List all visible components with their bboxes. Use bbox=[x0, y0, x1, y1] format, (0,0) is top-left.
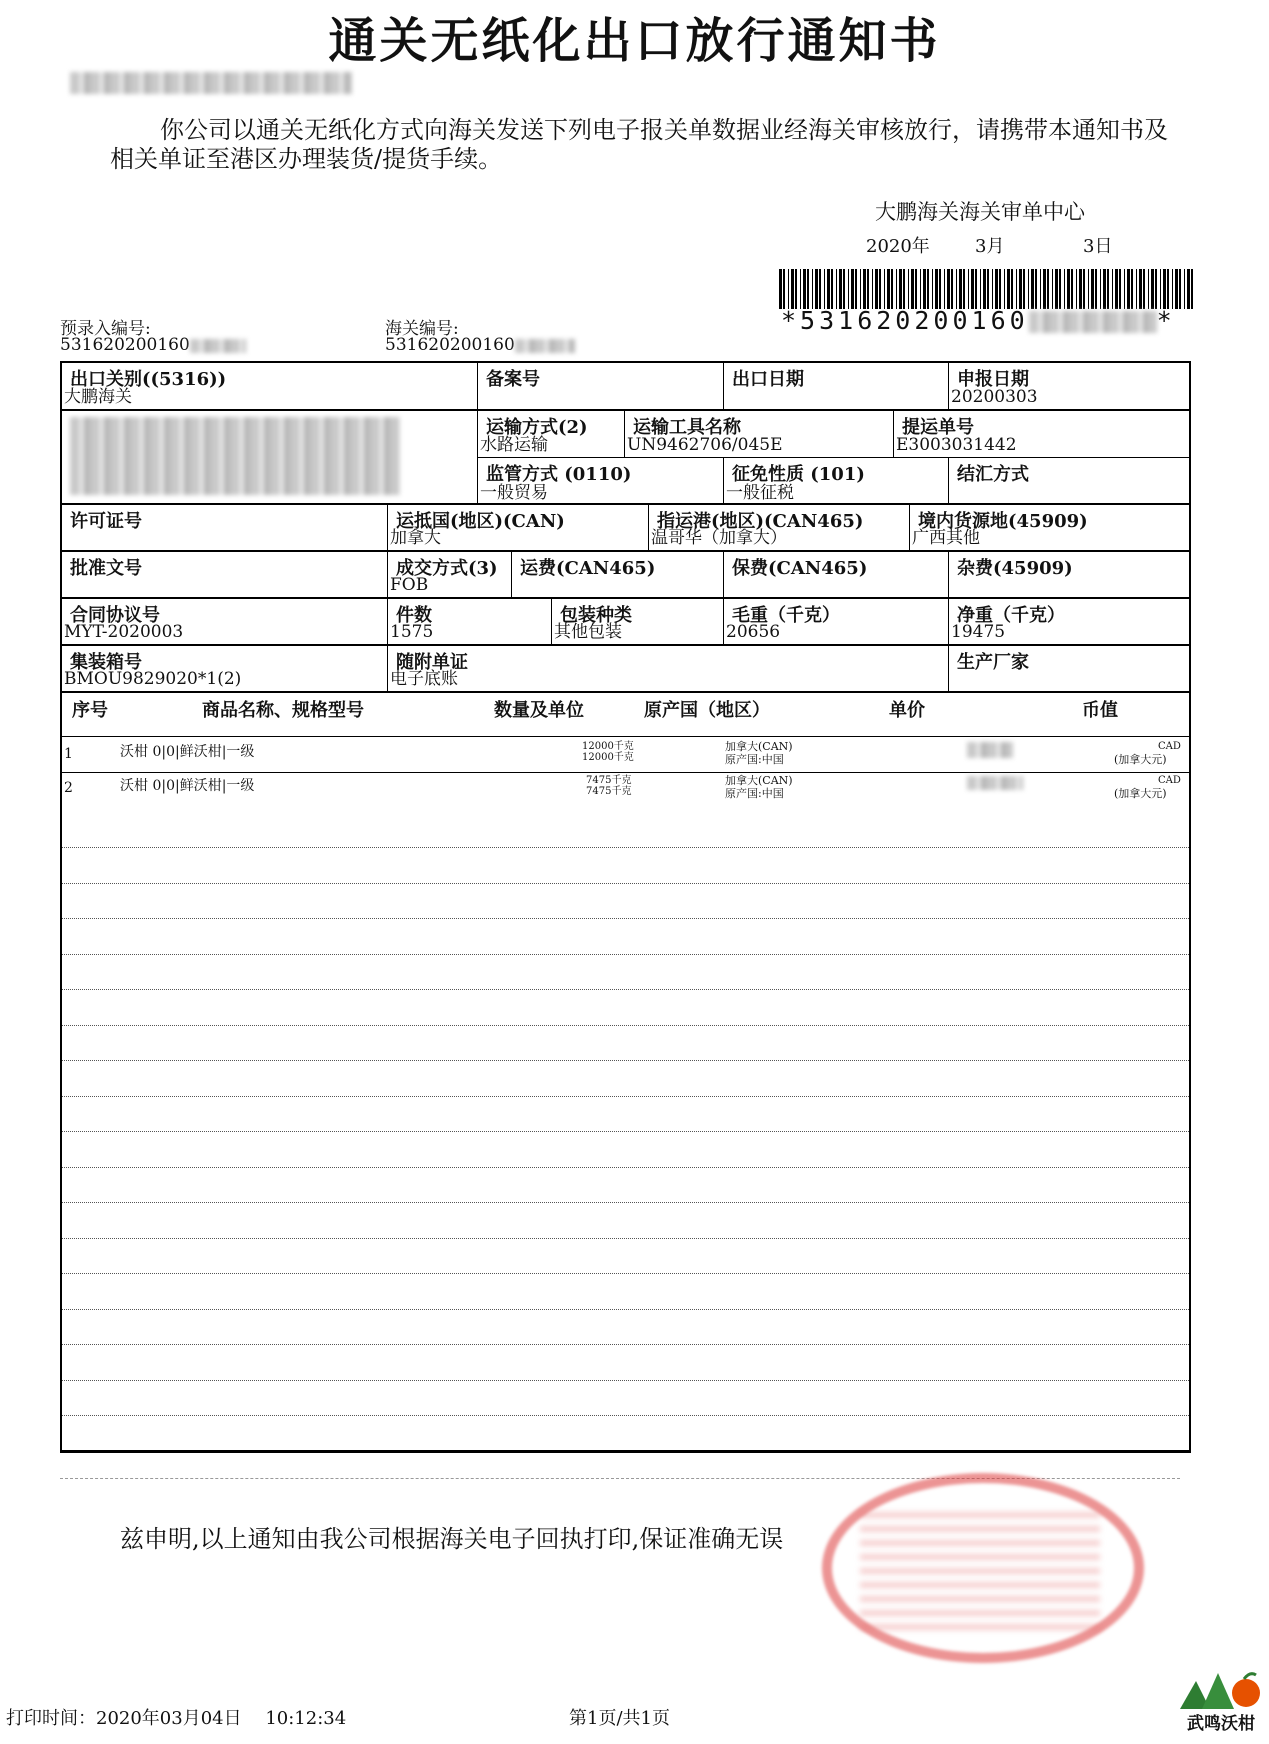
empty-line bbox=[62, 1309, 1189, 1310]
tax-nature-label: 征免性质 (101) bbox=[732, 464, 865, 485]
container-value: BMOU9829020*1(2) bbox=[64, 669, 242, 689]
export-date-label: 出口日期 bbox=[732, 369, 804, 390]
dest-country-label: 运抵国(地区)(CAN) bbox=[396, 511, 565, 532]
header-country: 原产国（地区） bbox=[644, 700, 770, 721]
container-label: 集装箱号 bbox=[70, 652, 142, 673]
barcode-bar bbox=[848, 269, 849, 309]
pieces-label: 件数 bbox=[396, 605, 432, 626]
item-country-2: 原产国:中国 bbox=[725, 787, 784, 800]
gross-value: 20656 bbox=[726, 622, 781, 642]
empty-line bbox=[62, 989, 1189, 990]
vessel-value: UN9462706/045E bbox=[627, 435, 783, 455]
barcode-redacted bbox=[1029, 311, 1157, 333]
cell-license bbox=[62, 505, 387, 550]
declaration-table bbox=[60, 361, 1191, 1453]
barcode-bar bbox=[800, 269, 801, 309]
item-qty-1: 12000千克 bbox=[582, 741, 634, 752]
barcode-bar bbox=[843, 269, 845, 309]
barcode-bar bbox=[1155, 269, 1157, 309]
transport-mode-label: 运输方式(2) bbox=[486, 417, 588, 438]
net-value: 19475 bbox=[951, 622, 1006, 642]
item-price-redacted bbox=[967, 742, 1013, 758]
empty-line bbox=[62, 1380, 1189, 1381]
barcode-bar bbox=[831, 269, 833, 309]
empty-line bbox=[62, 954, 1189, 955]
item-country-1: 加拿大(CAN) bbox=[725, 774, 793, 787]
pre-entry-value: 531620200160 bbox=[60, 335, 190, 355]
item-row bbox=[62, 736, 1189, 773]
barcode-bar bbox=[1052, 269, 1053, 309]
barcode-bar bbox=[899, 269, 902, 309]
cell-freight bbox=[511, 552, 723, 597]
empty-line bbox=[62, 1131, 1189, 1132]
barcode-bar bbox=[1004, 269, 1005, 309]
barcode-bar bbox=[1175, 269, 1178, 309]
item-qty-2: 7475千克 bbox=[586, 786, 632, 797]
cell-dest-port bbox=[648, 505, 909, 550]
barcode-bar bbox=[956, 269, 957, 309]
barcode-bar bbox=[879, 269, 881, 309]
item-no: 1 bbox=[64, 746, 73, 762]
cell-export-date bbox=[723, 363, 948, 409]
barcode-bar bbox=[860, 269, 861, 309]
cell-record-no bbox=[477, 363, 723, 409]
packing-label: 包装种类 bbox=[560, 605, 632, 626]
barcode-number bbox=[781, 306, 1176, 335]
contract-label: 合同协议号 bbox=[70, 605, 160, 626]
brand-logo bbox=[1176, 1663, 1266, 1741]
cell-bill-no bbox=[893, 411, 1189, 457]
source-value: 广西其他 bbox=[912, 528, 980, 548]
barcode-bar bbox=[1179, 269, 1181, 309]
barcode-bar bbox=[1019, 269, 1022, 309]
barcode-bar bbox=[884, 269, 885, 309]
deal-mode-value: FOB bbox=[390, 575, 429, 595]
empty-line bbox=[62, 918, 1189, 919]
barcode-bar bbox=[1079, 269, 1082, 309]
barcode-bar bbox=[783, 269, 785, 309]
barcode-bar bbox=[839, 269, 842, 309]
barcode-bar bbox=[1148, 269, 1149, 309]
barcode-bar bbox=[1028, 269, 1029, 309]
supervision-label: 监管方式 (0110) bbox=[486, 464, 632, 485]
misc-label: 杂费(45909) bbox=[957, 558, 1073, 579]
packing-value: 其他包装 bbox=[554, 622, 622, 642]
row-1 bbox=[62, 363, 1189, 411]
barcode-bar bbox=[947, 269, 950, 309]
barcode bbox=[779, 269, 1193, 309]
barcode-bar bbox=[887, 269, 890, 309]
row-5 bbox=[62, 599, 1189, 646]
item-name: 沃柑 0|0|鲜沃柑|一级 bbox=[120, 744, 255, 760]
barcode-bar bbox=[1035, 269, 1037, 309]
barcode-end: * bbox=[1156, 306, 1176, 335]
bill-no-label: 提运单号 bbox=[902, 417, 974, 438]
barcode-bar bbox=[815, 269, 818, 309]
row-2a bbox=[477, 411, 1189, 458]
barcode-bar bbox=[944, 269, 945, 309]
barcode-bar bbox=[1131, 269, 1133, 309]
cell-net bbox=[948, 599, 1189, 644]
barcode-bar bbox=[968, 269, 969, 309]
net-label: 净重（千克） bbox=[957, 605, 1065, 626]
barcode-bar bbox=[1047, 269, 1049, 309]
row-6 bbox=[62, 646, 1189, 693]
barcode-bar bbox=[987, 269, 989, 309]
transport-mode-value: 水路运输 bbox=[480, 435, 548, 455]
barcode-bar bbox=[1083, 269, 1085, 309]
declare-date-label: 申报日期 bbox=[957, 369, 1029, 390]
date-month: 3月 bbox=[975, 236, 1005, 257]
barcode-bar bbox=[1151, 269, 1154, 309]
barcode-bar bbox=[971, 269, 974, 309]
barcode-bar bbox=[1163, 269, 1166, 309]
empty-line bbox=[62, 1344, 1189, 1345]
dest-country-value: 加拿大 bbox=[390, 528, 441, 548]
cell-manufacturer bbox=[948, 646, 1189, 691]
cell-gross bbox=[723, 599, 948, 644]
barcode-bar bbox=[1016, 269, 1017, 309]
barcode-bar bbox=[855, 269, 857, 309]
barcode-bar bbox=[1103, 269, 1106, 309]
intro-body: 你公司以通关无纸化方式向海关发送下列电子报关单数据业经海关审核放行，请携带本通知书及 相关单证至港区办理装货/提货手续。 bbox=[110, 116, 1168, 173]
barcode-bar bbox=[819, 269, 821, 309]
barcode-bar bbox=[1172, 269, 1173, 309]
barcode-bar bbox=[1136, 269, 1137, 309]
barcode-bar bbox=[1040, 269, 1041, 309]
barcode-bar bbox=[911, 269, 914, 309]
dest-port-label: 指运港(地区)(CAN465) bbox=[657, 511, 864, 532]
barcode-bar bbox=[1160, 269, 1161, 309]
barcode-bar bbox=[915, 269, 917, 309]
freight-label: 运费(CAN465) bbox=[520, 558, 656, 579]
cell-misc bbox=[948, 552, 1189, 597]
date-day: 3日 bbox=[1083, 236, 1113, 257]
item-row bbox=[62, 772, 1189, 806]
barcode-bar bbox=[963, 269, 965, 309]
cell-declare-date bbox=[948, 363, 1189, 409]
vessel-label: 运输工具名称 bbox=[633, 417, 741, 438]
approval-label: 批准文号 bbox=[70, 558, 142, 579]
cell-source bbox=[909, 505, 1189, 550]
barcode-bar bbox=[1067, 269, 1070, 309]
empty-line bbox=[62, 883, 1189, 884]
barcode-bar bbox=[1139, 269, 1142, 309]
barcode-bar bbox=[1007, 269, 1010, 309]
header-qty: 数量及单位 bbox=[494, 700, 584, 721]
barcode-bar bbox=[923, 269, 926, 309]
barcode-bar bbox=[1043, 269, 1046, 309]
pre-entry-number bbox=[60, 335, 246, 355]
supervision-value: 一般贸易 bbox=[480, 483, 548, 503]
empty-line bbox=[62, 1060, 1189, 1061]
barcode-bar bbox=[1167, 269, 1169, 309]
customs-no-value: 531620200160 bbox=[385, 335, 515, 355]
barcode-bar bbox=[1112, 269, 1113, 309]
barcode-bar bbox=[1127, 269, 1130, 309]
barcode-bar bbox=[867, 269, 869, 309]
barcode-bar bbox=[1187, 269, 1190, 309]
barcode-bar bbox=[1023, 269, 1025, 309]
settlement-label: 结汇方式 bbox=[957, 464, 1029, 485]
source-label: 境内货源地(45909) bbox=[918, 511, 1088, 532]
intro-text bbox=[110, 116, 1182, 174]
barcode-bar bbox=[779, 269, 782, 309]
item-price-redacted bbox=[967, 776, 1023, 790]
barcode-bar bbox=[803, 269, 806, 309]
bill-no-value: E3003031442 bbox=[896, 435, 1017, 455]
cell-vessel bbox=[624, 411, 893, 457]
barcode-bar bbox=[932, 269, 933, 309]
manufacturer-label: 生产厂家 bbox=[957, 652, 1029, 673]
barcode-bar bbox=[999, 269, 1001, 309]
document-title: 通关无纸化出口放行通知书 bbox=[328, 13, 941, 69]
barcode-bar bbox=[1064, 269, 1065, 309]
date-year: 2020年 bbox=[866, 236, 930, 257]
barcode-bar bbox=[1191, 269, 1193, 309]
barcode-bar bbox=[983, 269, 986, 309]
barcode-bar bbox=[1119, 269, 1121, 309]
customs-no-label: 海关编号: bbox=[385, 319, 459, 339]
cell-company-redacted bbox=[62, 411, 477, 503]
barcode-bar bbox=[959, 269, 962, 309]
review-center: 大鹏海关海关审单中心 bbox=[875, 200, 1085, 224]
barcode-bar bbox=[980, 269, 981, 309]
barcode-bar bbox=[1124, 269, 1125, 309]
header-currency: 币值 bbox=[1082, 700, 1118, 721]
header-name: 商品名称、规格型号 bbox=[202, 700, 364, 721]
gross-label: 毛重（千克） bbox=[732, 605, 840, 626]
seal-redacted bbox=[860, 1510, 1100, 1630]
logo-text: 武鸣沃柑 bbox=[1187, 1714, 1255, 1734]
empty-line bbox=[62, 1096, 1189, 1097]
barcode-bar bbox=[951, 269, 953, 309]
cell-attached bbox=[387, 646, 948, 691]
barcode-bar bbox=[872, 269, 873, 309]
barcode-bar bbox=[992, 269, 993, 309]
barcode-bar bbox=[791, 269, 794, 309]
item-country-2: 原产国:中国 bbox=[725, 753, 784, 766]
barcode-bar bbox=[1143, 269, 1145, 309]
barcode-bar bbox=[812, 269, 813, 309]
pre-entry-label: 预录入编号: bbox=[60, 319, 151, 339]
barcode-bar bbox=[851, 269, 854, 309]
barcode-bar bbox=[903, 269, 905, 309]
barcode-bar bbox=[1115, 269, 1118, 309]
license-label: 许可证号 bbox=[70, 511, 142, 532]
barcode-bar bbox=[836, 269, 837, 309]
declare-date-value: 20200303 bbox=[951, 387, 1038, 407]
record-no-label: 备案号 bbox=[486, 369, 540, 390]
company-name-redacted bbox=[70, 72, 352, 94]
barcode-bar bbox=[863, 269, 866, 309]
cell-contract bbox=[62, 599, 387, 644]
header-price: 单价 bbox=[889, 700, 925, 721]
attached-label: 随附单证 bbox=[396, 652, 468, 673]
cell-container bbox=[62, 646, 387, 691]
cell-pieces bbox=[387, 599, 551, 644]
barcode-bar bbox=[1088, 269, 1089, 309]
barcode-bar bbox=[995, 269, 998, 309]
cell-approval bbox=[62, 552, 387, 597]
row-3 bbox=[62, 505, 1189, 552]
items-header bbox=[62, 696, 1189, 737]
empty-line bbox=[62, 1238, 1189, 1239]
barcode-bar bbox=[795, 269, 797, 309]
barcode-bar bbox=[935, 269, 938, 309]
cell-export-port bbox=[62, 363, 477, 409]
barcode-bar bbox=[908, 269, 909, 309]
row-2b bbox=[477, 458, 1189, 505]
print-time: 打印时间：2020年03月04日 10:12:34 bbox=[6, 1708, 347, 1729]
barcode-bar bbox=[927, 269, 929, 309]
row-4 bbox=[62, 552, 1189, 599]
cell-deal-mode bbox=[387, 552, 511, 597]
barcode-bar bbox=[1091, 269, 1094, 309]
customs-no-redacted bbox=[515, 339, 575, 353]
barcode-bar bbox=[1184, 269, 1185, 309]
empty-line bbox=[62, 1025, 1189, 1026]
attached-value: 电子底账 bbox=[390, 669, 458, 689]
barcode-bar bbox=[1055, 269, 1058, 309]
contract-value: MYT-2020003 bbox=[64, 622, 184, 642]
barcode-bar bbox=[1076, 269, 1077, 309]
cell-tax-nature bbox=[723, 458, 948, 505]
cell-transport-mode bbox=[477, 411, 624, 457]
page-info: 第1页/共1页 bbox=[569, 1708, 670, 1729]
empty-line bbox=[62, 1415, 1189, 1416]
export-port-label: 出口关别((5316)) bbox=[70, 369, 227, 390]
item-currency-2: (加拿大元) bbox=[1114, 787, 1167, 800]
empty-line bbox=[62, 1202, 1189, 1203]
empty-line bbox=[62, 1167, 1189, 1168]
export-port-value: 大鹏海关 bbox=[64, 387, 132, 407]
barcode-bar bbox=[1059, 269, 1061, 309]
empty-line bbox=[62, 1273, 1189, 1274]
barcode-bar bbox=[975, 269, 977, 309]
cell-dest-country bbox=[387, 505, 648, 550]
header-no: 序号 bbox=[72, 700, 108, 721]
barcode-bar bbox=[920, 269, 921, 309]
item-no: 2 bbox=[64, 780, 73, 796]
company-block-redacted bbox=[70, 417, 400, 495]
deal-mode-label: 成交方式(3) bbox=[396, 558, 498, 579]
cell-packing bbox=[551, 599, 723, 644]
empty-line bbox=[62, 847, 1189, 848]
barcode-bar bbox=[824, 269, 825, 309]
declaration-text: 兹申明,以上通知由我公司根据海关电子回执打印,保证准确无误 bbox=[120, 1525, 784, 1553]
cell-supervision bbox=[477, 458, 723, 505]
item-currency-2: (加拿大元) bbox=[1114, 753, 1167, 766]
barcode-bar bbox=[1107, 269, 1109, 309]
barcode-bar bbox=[1095, 269, 1097, 309]
insurance-label: 保费(CAN465) bbox=[732, 558, 868, 579]
barcode-bar bbox=[875, 269, 878, 309]
tax-nature-value: 一般征税 bbox=[726, 483, 794, 503]
pieces-value: 1575 bbox=[390, 622, 434, 642]
item-qty-2: 12000千克 bbox=[582, 752, 634, 763]
barcode-bar bbox=[788, 269, 789, 309]
barcode-bar bbox=[1031, 269, 1034, 309]
item-qty-1: 7475千克 bbox=[586, 775, 632, 786]
barcode-bar bbox=[827, 269, 830, 309]
item-currency-1: CAD bbox=[1158, 775, 1181, 786]
item-country-1: 加拿大(CAN) bbox=[725, 740, 793, 753]
barcode-bar bbox=[1071, 269, 1073, 309]
item-name: 沃柑 0|0|鲜沃柑|一级 bbox=[120, 778, 255, 794]
barcode-bar bbox=[939, 269, 941, 309]
barcode-bar bbox=[896, 269, 897, 309]
customs-number bbox=[385, 335, 575, 355]
barcode-bar bbox=[1011, 269, 1013, 309]
pre-entry-redacted bbox=[190, 339, 246, 353]
dest-port-value: 温哥华（加拿大） bbox=[651, 528, 787, 548]
barcode-bar bbox=[1100, 269, 1101, 309]
barcode-digits: *531620200160 bbox=[781, 306, 1029, 335]
cell-settlement bbox=[948, 458, 1189, 505]
barcode-bar bbox=[807, 269, 809, 309]
item-currency-1: CAD bbox=[1158, 741, 1181, 752]
barcode-bar bbox=[891, 269, 893, 309]
cell-insurance bbox=[723, 552, 948, 597]
